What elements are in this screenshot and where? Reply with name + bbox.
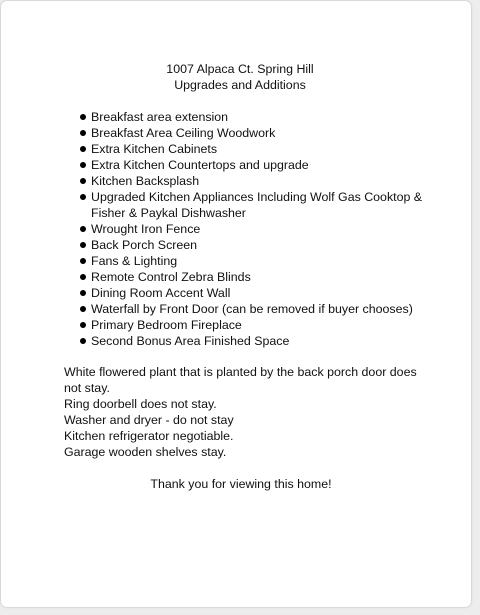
list-item: Wrought Iron Fence [91,221,431,237]
address-title: 1007 Alpaca Ct. Spring Hill [166,62,314,76]
notes-section [64,364,424,460]
list-item: Second Bonus Area Finished Space [91,333,431,349]
list-item: Extra Kitchen Cabinets [91,141,431,157]
list-item: Fans & Lighting [91,253,431,269]
note-line: Washer and dryer - do not stay [64,413,234,427]
list-item: Breakfast area extension [91,109,431,125]
closing-message: Thank you for viewing this home! [150,477,332,491]
list-item: Waterfall by Front Door (can be removed if buyer chooses) [91,301,431,317]
document-heading [1,61,479,93]
document-page [1,1,471,607]
list-item: Kitchen Backsplash [91,173,431,189]
list-item: Extra Kitchen Countertops and upgrade [91,157,431,173]
note-line: Kitchen refrigerator negotiable. [64,429,234,443]
list-item: Upgraded Kitchen Appliances Including Wolf Gas Cooktop & Fisher & Paykal Dishwasher [91,189,431,221]
upgrades-subtitle: Upgrades and Additions [174,78,306,92]
list-item: Dining Room Accent Wall [91,285,431,301]
note-line: Garage wooden shelves stay. [64,445,227,459]
list-item: Back Porch Screen [91,237,431,253]
note-line: White flowered plant that is planted by the back porch door does not stay. [64,365,417,395]
note-line: Ring doorbell does not stay. [64,397,217,411]
list-item: Remote Control Zebra Blinds [91,269,431,285]
list-item: Breakfast Area Ceiling Woodwork [91,125,431,141]
list-item: Primary Bedroom Fireplace [91,317,431,333]
upgrades-list [91,109,431,349]
